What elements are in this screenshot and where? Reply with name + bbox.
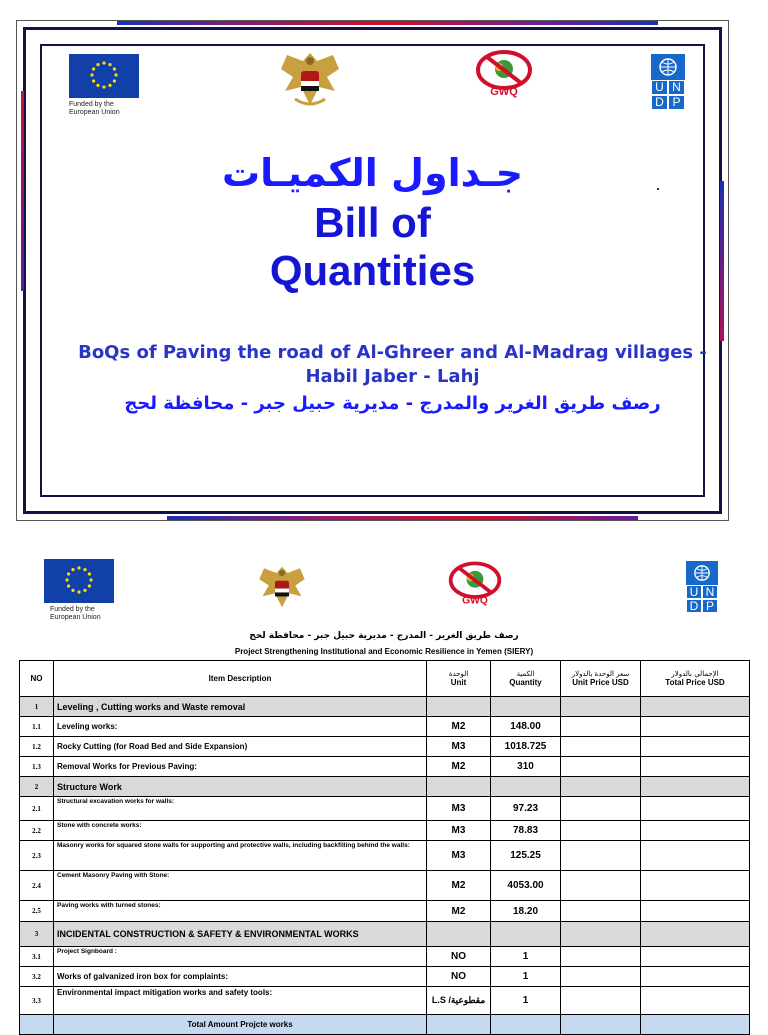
stray-dot — [657, 188, 659, 190]
row-no: 2.1 — [20, 797, 54, 821]
row-total-price — [641, 987, 750, 1015]
row-no: 2.4 — [20, 871, 54, 901]
header-unit-price-english: Unit Price USD — [572, 678, 629, 687]
row-no: 2.5 — [20, 901, 54, 922]
header-quantity-english: Quantity — [509, 678, 542, 687]
row-description: Removal Works for Previous Paving: — [54, 757, 427, 777]
table-row — [20, 871, 750, 901]
row-no: 2.2 — [20, 821, 54, 841]
row-total-price — [641, 967, 750, 987]
gwq-logo — [473, 49, 535, 97]
row-no: 1.3 — [20, 757, 54, 777]
bottom-gradient-bar — [167, 516, 638, 520]
row-unit-price — [561, 922, 641, 947]
row-quantity: 1 — [491, 987, 561, 1015]
eu-flag-logo — [69, 54, 139, 98]
total-quantity — [491, 1015, 561, 1035]
boq-table — [19, 660, 750, 1035]
row-no: 1.1 — [20, 717, 54, 737]
undp-letter-d: D — [651, 95, 668, 110]
row-total-price — [641, 797, 750, 821]
row-quantity: 148.00 — [491, 717, 561, 737]
row-no: 3.2 — [20, 967, 54, 987]
row-unit-price — [561, 841, 641, 871]
row-unit-price — [561, 777, 641, 797]
row-unit-price — [561, 697, 641, 717]
row-unit-price — [561, 967, 641, 987]
row-unit-price — [561, 737, 641, 757]
row-total-price — [641, 901, 750, 922]
page2-eu-caption-line2: European Union — [50, 614, 101, 621]
table-row — [20, 717, 750, 737]
row-unit — [427, 922, 491, 947]
row-description: Environmental impact mitigation works and safety tools: — [54, 987, 427, 1015]
row-quantity: 97.23 — [491, 797, 561, 821]
row-unit-price — [561, 717, 641, 737]
row-quantity: 78.83 — [491, 821, 561, 841]
table-section-row — [20, 697, 750, 717]
undp-letter-u: U — [651, 80, 668, 95]
row-total-price — [641, 777, 750, 797]
row-description: Works of galvanized iron box for complaints: — [54, 967, 427, 987]
page2-subtitle-arabic: رصف طريق الغرير - المدرج - مديرية حبيل جبر - محافظة لحج — [249, 631, 519, 641]
table-row — [20, 757, 750, 777]
page2-un-globe-icon — [686, 561, 718, 585]
row-description: Stone with concrete works: — [54, 821, 427, 841]
row-unit-price — [561, 821, 641, 841]
table-header-row — [20, 661, 750, 697]
header-unit — [427, 661, 491, 697]
row-unit-price — [561, 947, 641, 967]
page2-eu-flag-logo — [44, 559, 114, 603]
row-no: 3.1 — [20, 947, 54, 967]
row-description: Project Signboard : — [54, 947, 427, 967]
row-unit: M2 — [427, 871, 491, 901]
header-total-price-arabic: الإجمالي بالدولار — [671, 670, 719, 678]
row-description: INCIDENTAL CONSTRUCTION & SAFETY & ENVIRONMENTAL WORKS — [54, 922, 427, 947]
row-unit-price — [561, 987, 641, 1015]
row-description: Rocky Cutting (for Road Bed and Side Expansion) — [54, 737, 427, 757]
row-quantity: 1018.725 — [491, 737, 561, 757]
row-quantity: 125.25 — [491, 841, 561, 871]
row-quantity: 18.20 — [491, 901, 561, 922]
page2-gwq-text: GWQ — [462, 595, 488, 607]
row-total-price — [641, 737, 750, 757]
table-section-row — [20, 777, 750, 797]
row-no: 2 — [20, 777, 54, 797]
eu-caption — [69, 101, 120, 117]
row-unit-price — [561, 871, 641, 901]
page2-eu-caption — [50, 606, 101, 622]
row-no: 3 — [20, 922, 54, 947]
row-quantity: 4053.00 — [491, 871, 561, 901]
undp-letter-n: N — [668, 80, 685, 95]
header-unit-price-arabic: سعر الوحدة بالدولار — [571, 670, 630, 678]
header-unit-english: Unit — [450, 678, 467, 687]
row-quantity: 1 — [491, 967, 561, 987]
row-total-price — [641, 757, 750, 777]
page2-gwq-logo — [446, 560, 504, 606]
row-unit: L.S /مقطوعية — [427, 987, 491, 1015]
row-quantity — [491, 777, 561, 797]
cover-subtitle-english: BoQs of Paving the road of Al-Ghreer and Al-Madrag villages - Habil Jaber - Lahj — [78, 342, 707, 387]
row-unit: M2 — [427, 901, 491, 922]
page2-undp-letter-p: P — [702, 599, 718, 613]
row-no: 1 — [20, 697, 54, 717]
table-row — [20, 821, 750, 841]
row-description: Masonry works for squared stone walls for supporting and protective walls, including backfilling behind the walls: — [54, 841, 427, 871]
undp-letter-p: P — [668, 95, 685, 110]
gwq-text: GWQ — [490, 86, 518, 98]
row-unit: M2 — [427, 717, 491, 737]
page2-project-title: Project Strengthening Institutional and Economic Resilience in Yemen (SIERY) — [234, 647, 534, 656]
row-unit-price — [561, 797, 641, 821]
row-total-price — [641, 871, 750, 901]
row-total-price — [641, 717, 750, 737]
cover-title-line1: Bill of — [314, 199, 431, 246]
row-total-price — [641, 697, 750, 717]
eu-caption-line1: Funded by the — [69, 101, 114, 108]
row-unit — [427, 697, 491, 717]
page2-undp-logo — [686, 561, 718, 613]
cover-page — [16, 20, 729, 521]
page2-eu-caption-line1: Funded by the — [50, 606, 95, 613]
total-label: Total Amount Projcte works — [54, 1015, 427, 1035]
row-unit: M3 — [427, 797, 491, 821]
row-description: Structural excavation works for walls: — [54, 797, 427, 821]
row-no: 3.3 — [20, 987, 54, 1015]
table-row — [20, 841, 750, 871]
undp-logo — [651, 54, 685, 110]
table-section-row — [20, 922, 750, 947]
total-price — [641, 1015, 750, 1035]
un-globe-icon — [651, 54, 685, 80]
row-no: 2.3 — [20, 841, 54, 871]
row-total-price — [641, 922, 750, 947]
row-unit: M2 — [427, 757, 491, 777]
row-unit-price — [561, 757, 641, 777]
header-total-price — [641, 661, 750, 697]
page2-undp-letter-u: U — [686, 585, 702, 599]
row-total-price — [641, 841, 750, 871]
header-no: NO — [20, 661, 54, 697]
row-quantity: 310 — [491, 757, 561, 777]
row-description: Leveling , Cutting works and Waste removal — [54, 697, 427, 717]
table-row — [20, 901, 750, 922]
row-quantity — [491, 697, 561, 717]
total-no — [20, 1015, 54, 1035]
row-description: Paving works with turned stones: — [54, 901, 427, 922]
row-unit: M3 — [427, 821, 491, 841]
total-unit-price — [561, 1015, 641, 1035]
cover-subtitle-arabic: رصف طريق الغرير والمدرج - مديرية حبيل جبر - محافظة لحج — [124, 393, 661, 414]
row-quantity: 1 — [491, 947, 561, 967]
header-quantity-arabic: الكمية — [516, 670, 535, 678]
table-row — [20, 737, 750, 757]
table-row — [20, 967, 750, 987]
row-total-price — [641, 947, 750, 967]
page2-undp-letter-d: D — [686, 599, 702, 613]
yemen-emblem-logo — [275, 47, 345, 111]
row-description: Cement Masonry Paving with Stone: — [54, 871, 427, 901]
page2-yemen-emblem-logo — [250, 562, 314, 612]
row-unit: NO — [427, 967, 491, 987]
cover-title-arabic: جـداول الكميـات — [222, 151, 523, 195]
row-total-price — [641, 821, 750, 841]
table-row — [20, 947, 750, 967]
row-unit: NO — [427, 947, 491, 967]
row-no: 1.2 — [20, 737, 54, 757]
header-total-price-english: Total Price USD — [665, 678, 725, 687]
page2-undp-letter-n: N — [702, 585, 718, 599]
row-unit-price — [561, 901, 641, 922]
row-description: Leveling works: — [54, 717, 427, 737]
cover-title-line2: Quantities — [269, 247, 476, 294]
top-gradient-bar — [117, 21, 658, 25]
eu-caption-line2: European Union — [69, 109, 120, 116]
row-unit: M3 — [427, 737, 491, 757]
header-unit-arabic: الوحدة — [448, 670, 469, 678]
header-quantity — [491, 661, 561, 697]
table-row — [20, 797, 750, 821]
row-unit: M3 — [427, 841, 491, 871]
row-quantity — [491, 922, 561, 947]
row-unit — [427, 777, 491, 797]
table-total-row — [20, 1015, 750, 1035]
total-unit — [427, 1015, 491, 1035]
header-description: Item Description — [54, 661, 427, 697]
header-unit-price — [561, 661, 641, 697]
table-row — [20, 987, 750, 1015]
row-description: Structure Work — [54, 777, 427, 797]
